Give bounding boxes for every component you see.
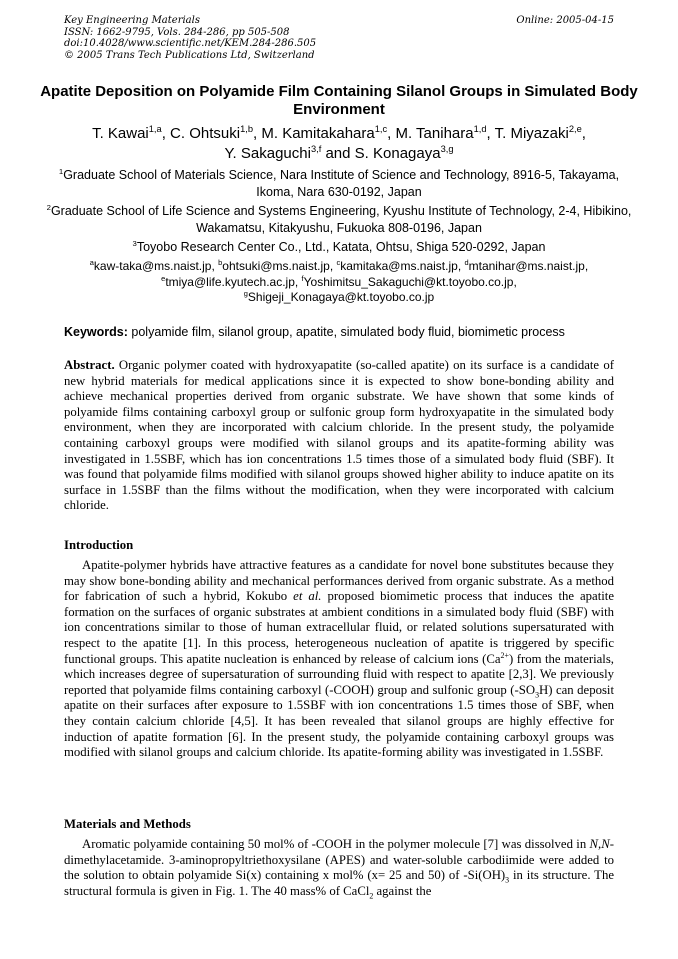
abstract xyxy=(64,358,614,514)
keywords-label: Keywords: xyxy=(64,325,128,339)
email-link[interactable]: Shigeji_Konagaya@kt.toyobo.co.jp xyxy=(247,290,435,304)
email-link[interactable]: Yoshimitsu_Sakaguchi@kt.toyobo.co.jp xyxy=(303,274,514,289)
author-sup: 3,g xyxy=(440,144,454,154)
affiliation-text: Graduate School of Materials Science, Nara Institute of Science and Technology, 8916-5, Takayama, Ikoma, Nara 630-0192, Japan xyxy=(63,168,620,199)
author-sup: 3,f xyxy=(310,144,322,154)
methods-paragraph xyxy=(64,837,614,899)
author-name: T. Kawai xyxy=(92,125,149,142)
copyright-line: © 2005 Trans Tech Publications Ltd, Switzerland xyxy=(64,49,315,61)
methods-text: -dimethylacetamide. 3-aminopropyltriethoxysilane (APES) and water-soluble carbodiimide were added to the solution to obtain polyamide Si(x) containing x mol% (x= 25 and 50) of -Si(OH) xyxy=(64,837,614,883)
abstract-label: Abstract. xyxy=(64,358,115,372)
introduction-heading: Introduction xyxy=(64,538,134,552)
affiliation-3 xyxy=(40,239,638,256)
affiliation-sup: 3 xyxy=(132,238,137,248)
author-sup: 2,e xyxy=(568,124,582,134)
author-sup: 1,d xyxy=(473,124,487,134)
author-list: T. Kawai$^{1,a}$, C. Ohtsuki$^{1,b}$, M. Kamitakahara$^{1,c}$, M. Tanihara$^{1,d}$, T. Miyazaki$^{2,e}$, Y. Sakaguchi$^{3,f}$ and S. Konagaya$^{3,g}$ xyxy=(92,124,586,162)
silanol-subscript: 3 xyxy=(505,875,510,885)
paper-title: Apatite Deposition on Polyamide Film Containing Silanol Groups in Simulated Body Environment xyxy=(40,83,638,118)
methods-text: in its structure. The structural formula is given in Fig. 1. The 40 mass% of CaCl xyxy=(64,868,614,898)
journal-name: Key Engineering Materials xyxy=(64,15,200,26)
email-sup: f xyxy=(301,273,304,283)
author-sup: 1,c xyxy=(374,124,388,134)
affiliation-text: Graduate School of Life Science and Systems Engineering, Kyushu Institute of Technology, 2-4, Hibikino, Wakamatsu, Kitakyushu, Fukuoka 808-0196, Japan xyxy=(50,204,632,235)
author-name: M. Kamitakahara xyxy=(261,125,375,142)
intro-text: Apatite-polymer hybrids have attractive features as a candidate for novel bone substitutes because they may show bone-bonding ability and mechanical performances derived from organic substrate. As a method for fabrication of such a hybrid, Kokubo xyxy=(64,558,614,604)
email-sup: c xyxy=(336,258,341,267)
email-link[interactable]: ohtsuki@ms.naist.jp xyxy=(222,259,330,273)
author-name: Y. Sakaguchi xyxy=(224,145,311,162)
author-name: C. Ohtsuki xyxy=(170,125,241,142)
author-connector: and xyxy=(325,145,351,162)
doi-line[interactable]: doi:10.4028/www.scientific.net/KEM.284-286.505 xyxy=(64,38,317,49)
methods-text: Aromatic polyamide containing 50 mol% of -COOH in the polymer molecule [7] was dissolved in xyxy=(82,837,590,851)
issn-line: ISSN: 1662-9795, Vols. 284-286, pp 505-508 xyxy=(64,26,290,38)
email-link[interactable]: kaw-taka@ms.naist.jp xyxy=(93,259,212,273)
journal-header xyxy=(64,15,316,61)
email-sup: e xyxy=(161,273,166,283)
email-link[interactable]: mtanihar@ms.naist.jp xyxy=(468,259,585,273)
email-sup: a xyxy=(89,258,94,267)
email-sup: d xyxy=(464,258,469,267)
calcium-charge: 2+ xyxy=(500,650,509,660)
intro-text: proposed biomimetic process that induces the apatite formation on the surfaces of organic substrates at ambient conditions in a simulated body fluid (SBF) with ion concentrations similar to those of human extracellular fluid, or related solutions supersaturated with respect to the apatite [1]. In this process, heterogeneous nucleation of apatite is triggered by specific functional groups. This apatite nucleation is enhanced by release of calcium ions (Ca xyxy=(64,589,615,666)
email-sup: b xyxy=(218,258,223,267)
methods-text: against the xyxy=(373,883,432,898)
intro-text: ) from the materials, which increases degree of supersaturation of surrounding fluid with respect to apatite [2,3]. We previously reported that polyamide films containing carboxyl (-COOH) group and sulfonic group (-SO xyxy=(64,651,614,697)
author-name: S. Konagaya xyxy=(354,145,441,162)
affiliation-sup: 1 xyxy=(58,166,64,176)
affiliation-sup: 2 xyxy=(46,202,51,212)
intro-italic: et al. xyxy=(293,589,322,604)
email-link[interactable]: kamitaka@ms.naist.jp xyxy=(340,259,458,273)
keywords xyxy=(64,325,624,340)
author-name: T. Miyazaki xyxy=(494,125,569,142)
abstract-text: Organic polymer coated with hydroxyapatite (so-called apatite) on its surface is a candidate of new hybrid materials for medical applications since it is expected to show bone-bonding ability and achieve mechanical properties derived from organic substrate. We have shown that some kinds of polyamide films containing carboxyl group or sulfonic group form hydroxyapatite in the simulated body environment, when they are incorporated with calcium chloride. In the present study, the polyamide containing carboxyl groups were modified with silanol groups and its apatite-forming ability was investigated in 1.5SBF, which has ion concentrations 1.5 times those of a simulated body fluid (SBF). It was found that polyamide films modified with silanol groups showed higher ability to induce apatite on its surface in 1.5SBF than the films without the modification, when they were incorporated with calcium chloride. xyxy=(64,358,614,513)
affiliation-1 xyxy=(40,167,638,201)
introduction-paragraph xyxy=(64,558,614,761)
methods-heading: Materials and Methods xyxy=(64,817,191,831)
author-name: M. Tanihara xyxy=(395,125,474,142)
online-date: Online: 2005-04-15 xyxy=(516,15,614,26)
methods-italic: N,N xyxy=(589,837,610,851)
affiliation-text: Toyobo Research Center Co., Ltd., Katata, Ohtsu, Shiga 520-0292, Japan xyxy=(136,240,546,254)
sulfonic-subscript: 3 xyxy=(535,690,540,700)
cacl-subscript: 2 xyxy=(369,891,374,901)
email-sup: g xyxy=(243,289,248,298)
keywords-text: polyamide film, silanol group, apatite, simulated body fluid, biomimetic process xyxy=(131,325,565,339)
email-list: $^a$kaw-taka@ms.naist.jp, $^b$ohtsuki@ms.naist.jp, $^c$kamitaka@ms.naist.jp, $^d$mtanihar@ms.naist.jp, $^e$tmiya@life.kyutech.ac.jp, $^f$Yoshimitsu_Sakaguchi@kt.toyobo.co.jp, $^g$Shigeji_Konagaya@kt.toyobo.co.jp xyxy=(89,258,589,304)
affiliation-2 xyxy=(40,203,638,237)
author-sup: 1,b xyxy=(240,124,254,134)
intro-text: H) can deposit apatite on their surfaces after exposure to 1.5SBF with ion concentrations 1.5 times those of SBF, when they contain calcium chloride [4,5]. It has been revealed that silanol groups are highly effective for induction of apatite formation [6]. In the present study, the polyamide containing carboxyl groups was modified with silanol groups and calcium chloride. Its apatite-forming ability was investigated in 1.5SBF. xyxy=(64,682,615,760)
email-link[interactable]: tmiya@life.kyutech.ac.jp xyxy=(165,274,295,289)
author-sup: 1,a xyxy=(148,124,162,134)
